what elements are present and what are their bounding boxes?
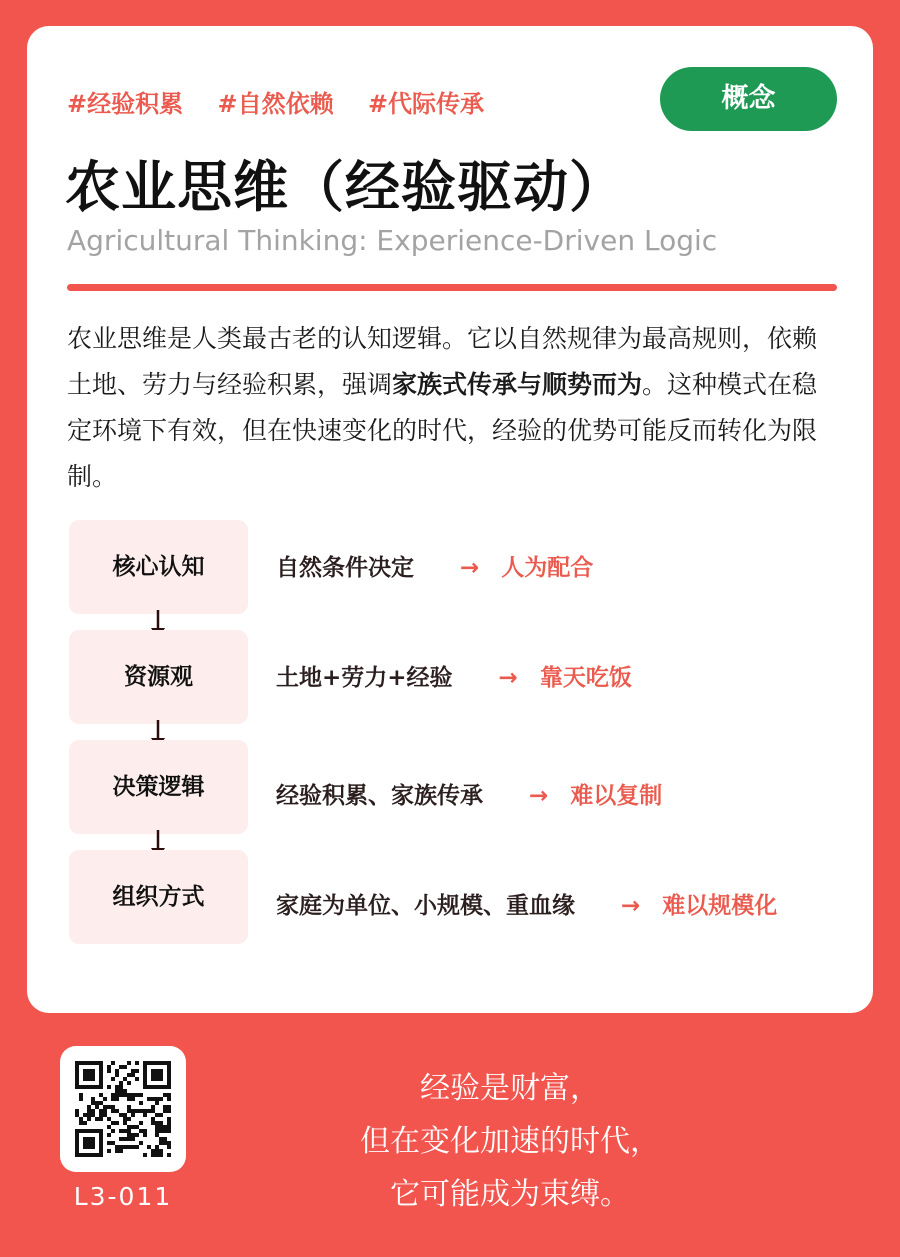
quote-line: 它可能成为束缚。 [390, 1177, 630, 1212]
step-row [276, 781, 662, 811]
arrow-right-icon: → [621, 893, 641, 919]
intro-highlight: 家族式传承与顺势而为 [392, 370, 643, 399]
step-description: 自然条件决定 [276, 555, 414, 581]
step-description: 家庭为单位、小规模、重血缘 [276, 893, 575, 919]
tag-list [67, 84, 510, 119]
step-label-core-cognition: 核心认知 [69, 520, 248, 614]
page-title: 农业思维（经验驱动） [65, 155, 626, 219]
tag-item[interactable]: #经验积累 [67, 90, 184, 118]
step-row [276, 663, 632, 693]
step-label-organization: 组织方式 [69, 850, 248, 944]
card-code: L3-011 [73, 1182, 173, 1211]
step-description: 经验积累、家族传承 [276, 783, 483, 809]
title-divider [67, 284, 837, 291]
concept-card [27, 26, 873, 1013]
step-label-decision-logic: 决策逻辑 [69, 740, 248, 834]
intro-text-2: 。这种模式在稳定环境下有效，但在快速变化的时代，经验的优势可能反而转化为限制。 [67, 370, 818, 491]
intro-paragraph [67, 316, 839, 500]
step-row [276, 891, 777, 921]
tag-item[interactable]: #自然依赖 [217, 90, 334, 118]
page-subtitle: Agricultural Thinking: Experience-Driven Logic [67, 224, 718, 257]
step-result: 人为配合 [501, 555, 594, 581]
intro-text-1: 农业思维是人类最古老的认知逻辑。它以自然规律为最高规则，依赖土地、劳力与经验积累，强调 [67, 324, 818, 399]
arrow-right-icon: → [460, 555, 480, 581]
closing-quote [300, 1062, 720, 1221]
arrow-right-icon: → [529, 783, 549, 809]
step-result: 难以规模化 [662, 893, 778, 919]
qr-code-icon [75, 1061, 171, 1157]
step-description: 土地+劳力+经验 [276, 665, 453, 691]
tag-item[interactable]: #代际传承 [367, 90, 485, 118]
step-label-resource-view: 资源观 [69, 630, 248, 724]
quote-line: 但在变化加速的时代， [360, 1124, 660, 1159]
step-result: 难以复制 [570, 783, 663, 809]
category-badge: 概念 [660, 67, 837, 131]
quote-line: 经验是财富， [420, 1071, 600, 1106]
step-row [276, 553, 593, 583]
step-result: 靠天吃饭 [539, 665, 632, 691]
qr-code[interactable] [60, 1046, 186, 1172]
arrow-right-icon: → [498, 665, 518, 691]
